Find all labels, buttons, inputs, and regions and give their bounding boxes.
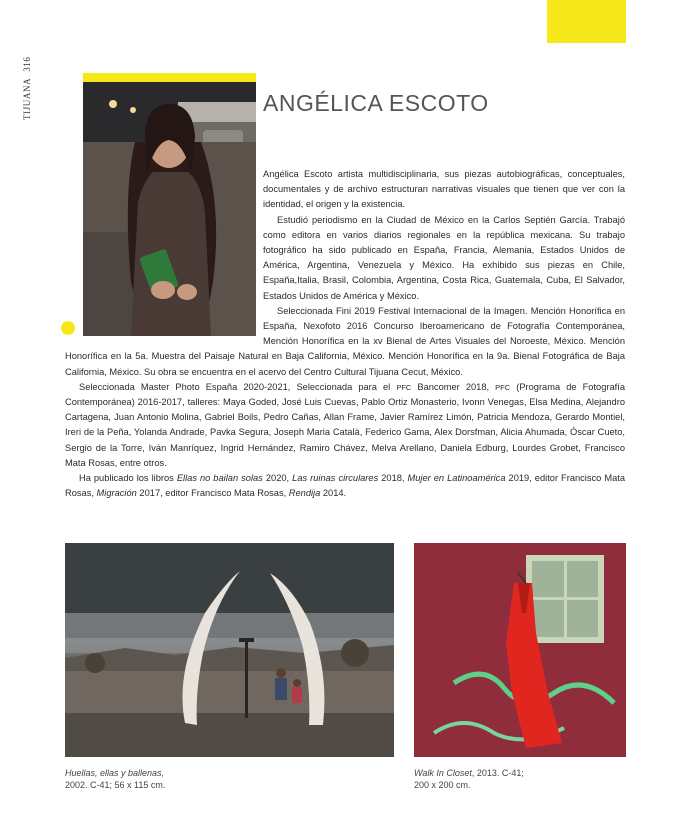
whale-bones-photo	[65, 543, 394, 757]
yellow-corner-tab	[547, 0, 626, 43]
bio-paragraph-1: Angélica Escoto artista multidisciplinaria, sus piezas autobiográficas, conceptuales, documentales y de archivo estructuran narrativas visuales que tienen que ver con la identidad, el origen y la existencia.	[263, 169, 625, 210]
red-dress-photo	[414, 543, 626, 757]
photo2-caption-details-a: , 2013. C-41;	[471, 768, 524, 778]
photo1-caption	[65, 767, 295, 791]
portrait-accent-bar	[83, 73, 256, 82]
photo2-caption-details-b: 200 x 200 cm.	[414, 780, 471, 790]
photo1-caption-details: 2002. C-41; 56 x 115 cm.	[65, 780, 166, 790]
portrait-wrap-spacer	[65, 167, 263, 347]
photo2-caption-title: Walk In Closet	[414, 768, 472, 778]
bio-paragraph-2: Estudió periodismo en la Ciudad de México en la Carlos Septién García. Trabajó como editora en varios diarios regionales en la república mexicana. Su trabajo fotográfico ha sido publicado en España, Francia, Alemania, Estados Unidos de América, Argentina, Venezuela y México. Ha exhibido sus piezas en Chile, España,Italia, Brasil, Colombia, Argentina, Costa Rica, Guatemala, Cuba, El Salvador, Estados Unidos de América y México.	[263, 214, 625, 301]
bio-paragraph-5: Ha publicado los libros Ellas no bailan solas 2020, Las ruinas circulares 2018, Mujer en Latinoamérica 2019, editor Francisco Mata Rosas, Migración 2017, editor Francisco Mata Rosas, Rendija 2014.	[65, 473, 626, 499]
photo2-caption	[414, 767, 626, 791]
biography-text	[65, 167, 625, 501]
bio-paragraph-3: Seleccionada Fini 2019 Festival Internacional de la Imagen. Mención Honorífica en España, Nexofoto 2016 Concurso Iberoamericano de Fotografía Contemporánea, Mención Honorífica en la xv Bienal de Artes Visuales del Noroeste, México. Mención Honorífica en la 5a. Muestra del Paisaje Natural en Baja California, México. Mención Honorífica en la 9a. Bienal Fotográfica de Baja California, México. Su obra se encuentra en el acervo del Centro Cultural Tijuana Cecut, México.	[65, 305, 625, 377]
running-head	[22, 56, 36, 120]
page-number: 316	[22, 56, 32, 72]
photo1-caption-title: Huellas, ellas y ballenas,	[65, 768, 165, 778]
running-head-section: TIJUANA	[22, 77, 32, 120]
bio-paragraph-4: Seleccionada Master Photo España 2020-2021, Seleccionada para el PFC Bancomer 2018, PFC (Programa de Fotografía Contemporánea) 2016-2017, talleres: Maya Goded, José Luis Cuevas, Pablo Ortiz Monasterio, Ivonn Venegas, Elsa Medina, Alejandro Cartagena, Juan Antonio Molina, Gabriel Boils, Pedro Cañas, Allan Frame, Javier Ramírez Limón, Patricia Mendoza, Gerardo Montiel, Ireri de la Peña, Yolanda Andrade, Pavka Segura, Joseph Maria Català, Federico Gama, Alex Dorsfman, Alicia Ahumada, Óscar Cueto, Sergio de la Torre, Iván Manríquez, Ingrid Hernández, Ramiro Chávez, Melva Arellano, Daniela Edburg, Lourdes Grobet, Francisco Mata Rosas, entre otros.	[65, 381, 625, 468]
page-title: ANGÉLICA ESCOTO	[263, 90, 489, 116]
